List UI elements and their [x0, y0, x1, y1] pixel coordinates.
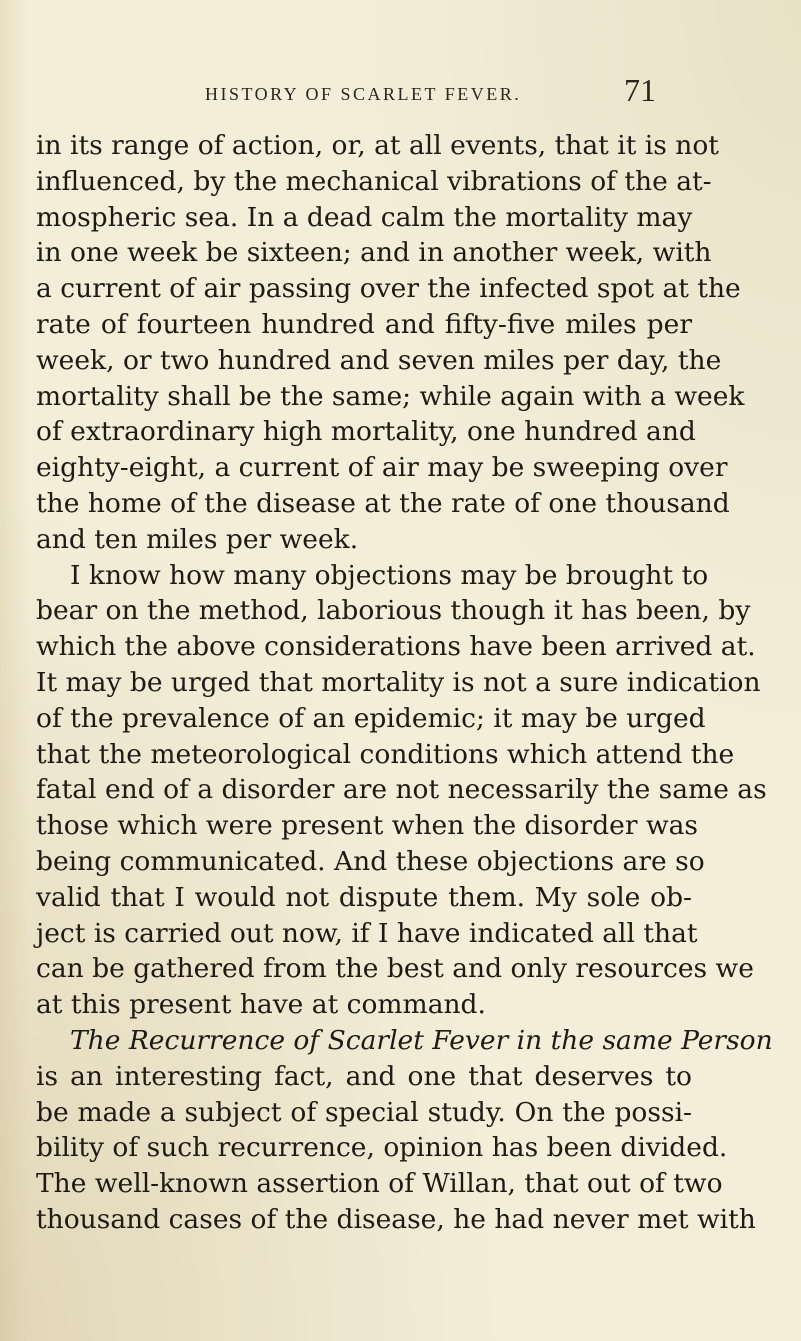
section-heading-line	[36, 1023, 773, 1059]
text-line: be made a subject of special study. On the possi-	[36, 1096, 692, 1128]
text-line: at this present have at command.	[36, 989, 486, 1021]
text-line: mospheric sea. In a dead calm the mortality may	[36, 201, 693, 233]
text-line: of extraordinary high mortality, one hundred and	[36, 416, 696, 448]
text-line: valid that I would not dispute them. My sole ob-	[36, 881, 692, 913]
text-line: in its range of action, or, at all events, that it is not	[36, 130, 719, 161]
text-line: influenced, by the mechanical vibrations of the at-	[36, 165, 712, 197]
text-line: The well-known assertion of Willan, that out of two	[36, 1168, 723, 1200]
body-text	[36, 128, 773, 1238]
text-line: It may be urged that mortality is not a sure indication	[36, 666, 761, 698]
text-line: I know how many objections may be brought to	[70, 559, 709, 591]
text-line: being communicated. And these objections are so	[36, 845, 705, 877]
text-line: the home of the disease at the rate of one thousand	[36, 487, 730, 519]
text-line: fatal end of a disorder are not necessarily the same as	[36, 774, 767, 806]
text-line: in one week be sixteen; and in another week, with	[36, 237, 712, 269]
text-line: a current of air passing over the infected spot at the	[36, 273, 741, 305]
text-line: bear on the method, laborious though it has been, by	[36, 595, 751, 627]
text-line: rate of fourteen hundred and fifty-five miles per	[36, 308, 692, 340]
text-line: is an interesting fact, and one that deserves to	[36, 1060, 692, 1092]
text-line: of the prevalence of an epidemic; it may be urged	[36, 702, 706, 734]
running-head: HISTORY OF SCARLET FEVER.	[205, 84, 522, 104]
page-number: 71	[624, 72, 656, 108]
text-line: which the above considerations have been arrived at.	[36, 631, 756, 663]
text-line: eighty-eight, a current of air may be sweeping over	[36, 452, 728, 484]
text-line: those which were present when the disorder was	[36, 810, 699, 842]
text-line: mortality shall be the same; while again with a week	[36, 380, 745, 412]
text-line: week, or two hundred and seven miles per day, the	[36, 344, 722, 376]
text-line: ject is carried out now, if I have indicated all that	[36, 917, 698, 949]
text-line: bility of such recurrence, opinion has been divided.	[36, 1132, 728, 1164]
text-line: thousand cases of the disease, he had never met with	[36, 1203, 756, 1235]
text-line: that the meteorological conditions which attend the	[36, 738, 735, 770]
text-line: can be gathered from the best and only resources we	[36, 953, 754, 985]
italic-heading: The Recurrence of Scarlet Fever in the same Person	[70, 1024, 773, 1056]
text-line: and ten miles per week.	[36, 523, 359, 555]
